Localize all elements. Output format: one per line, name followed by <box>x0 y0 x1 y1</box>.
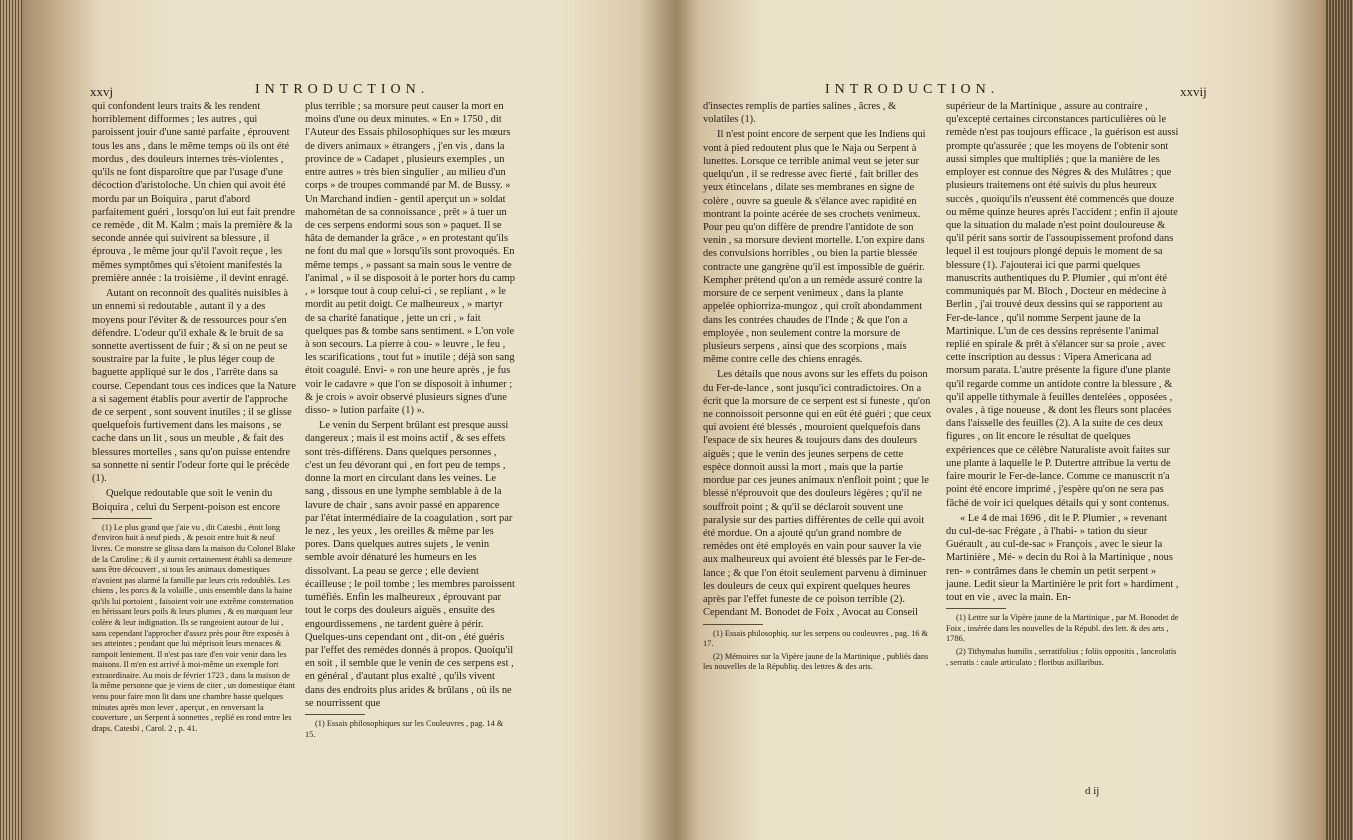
footnote: (1) Lettre sur la Vipère jaune de la Martinique , par M. Bonodet de Foix , insérée dans les nouvelles de la Républ. des lett. & des arts , 1786. <box>946 613 1179 644</box>
paragraph: « Le 4 de mai 1696 , dit le P. Plumier , » revenant du cul-de-sac Frégate , à l'habi- » tation du sieur Guérault , au cul-de-sac » François , avec le sieur la Martinière , Mé- » decin du Roi à la Martinique , nous ren- » contrâmes dans le chemin un petit serpent » jaune. Ledit sieur la Martinière le prit fort » hardiment , tout en vie , avec la main. En- <box>946 512 1179 604</box>
footnote: (1) Le plus grand que j'aie vu , dit Catesbi , étoit long d'environ huit à neuf pieds , & pesoit entre huit & neuf livres. Ce monstre se glissa dans la maison du Colonel Blake de la Caroline ; & il y auroit certainement établi sa demeure sans être découvert , si tous les animaux domestiques n'avoient pas alarmé la famille par leurs cris redoublés. Les chiens , les porcs & la volaille , unis ensemble dans la haine qu'ils lui portoient , faisoient voir une extrême consternation en hérissant leurs poils & leurs plumes , & en marquant leur colère & leur indignation. Ils se rangeoient autour de lui , sans cependant l'approcher d'assez près pour être exposés à ses atteintes ; pendant que lui méprisoit leurs menaces & rampoit lentement. Il n'est pas rare d'en voir venir dans les maisons. Il m'en est arrivé à moi-même un exemple fort extraordinaire. Au mois de février 1723 , dans la maison de la même personne que je viens de citer , un domestique étant venu pour faire mon lit dans une chambre basse quelques minutes après mon lever , aperçut , en renversant la couverture , un Serpent à sonnettes , replié en rond entre les draps. Catesbi , Carol. 2 , p. 41. <box>92 522 296 733</box>
paragraph: Les détails que nous avons sur les effets du poison du Fer-de-lance , sont jusqu'ici contradictoires. On a écrit que la morsure de ce serpent est si funeste , qu'on ne connoissoit personne qui en eût été guéri ; que ceux qui avoient été blessés , mouroient quelquefois dans l'espace de six heures & toujours dans des douleurs aiguës ; que le venin des jeunes serpens de cette espèce donnoit aussi la mort , mais que la partie mordue par ces jeunes animaux n'enfloit point ; que le blessé n'éprouvoit que des douleurs légères ; qu'il ne souffroit point ; & qu'il se déclaroit souvent une paralysie sur des parties différentes de celle qui avoit été mordue. On a ajouté qu'un grand nombre de remèdes ont été employés en vain pour sauver la vie aux malheureux qui avoient été blessés par le Fer-de-lance ; & que l'on étoit seulement parvenu à diminuer les douleurs de ceux qui expirent quelques heures après par l'effet funeste de ce poison terrible (2). Cependant M. Bonodet de Foix , Avocat au Conseil <box>703 369 932 619</box>
paragraph: Quelque redoutable que soit le venin du Boiquira , celui du Serpent-poison est encore <box>92 488 281 513</box>
paragraph: plus terrible ; sa morsure peut causer la mort en moins d'une ou deux minutes. « En » 1750 , dit l'Auteur des Essais philosophiques sur les mœurs de divers animaux » étrangers , j'en vis , dans la province de » Cadapet , plusieurs exemples , un entre autres » très bien singulier , au milieu d'un corps » de troupes commandé par M. de Bussy. » Un Marchand indien - gentil aperçut un » soldat mahométan de sa connoissance , prêt » à tuer un de ces serpens endormi sous son » paquet. Il se hâta de demander la grâce , » en protestant qu'ils ne font du mal que » lorsqu'ils sont provoqués. En même temps , » passant sa main sous le ventre de l'animal , » il se disposoit à le porter hors du camp , » lorsque tout à coup celui-ci , se repliant , » le mordit au petit doigt. Ce malheureux , » martyr de sa charité fanatique , jette un cri , » fait quelques pas & tombe sans sentiment. » L'on vole à son secours. La pierre à cou- » leuvre , le feu , les scarifications , tout fut » inutile ; déjà son sang étoit coagulé. Envi- » ron une heure après , je fus voir le cadavre » que l'on se disposoit à inhumer ; & je crois » avoir observé plusieurs signes d'une disso- » lution parfaite (1) ». <box>305 101 516 417</box>
signature-mark: d ij <box>1085 785 1100 797</box>
paragraph: supérieur de la Martinique , assure au contraire , qu'excepté certaines circonstances particulières où le remède n'est pas toujours efficace , la guérison est aussi prompte qu'assurée ; que les moyens de l'obtenir sont aussi simples que multipliés ; que la manière de les employer est connue des Nègres & des Mulâtres ; que plusieurs traitemens ont été suivis du plus heureux succès , quoiqu'ils n'eussent été commencés que douze ou même quinze heures après l'accident ; enfin il ajoute que la situation du malade n'est point douloureuse & qu'il périt sans sortir de l'assoupissement profond dans lequel il est toujours plongé depuis le moment de sa blessure (1). J'ajouterai ici que parmi quelques manuscrits authentiques du P. Plumier , qui m'ont été communiqués par M. Bloch , Docteur en médecine à Berlin , j'ai trouvé deux dessins qui se rapportent au Fer-de-lance , qu'il nomme Serpent jaune de la Martinique. L'un de ces dessins représente l'animal replié en spirale & prêt à s'élancer sur sa proie , avec cette inscription au dessus : Vipera Americana ad morsum parata. L'autre présente la figure d'une plante qu'il regarde comme un antidote contre la blessure , & qu'il appelle tithymale à feuilles dentelées , opposées , ovales , à tige noueuse , & dont les fleurs sont placées dans l'aisselle des feuilles (2). A la suite de ces deux figures , on lit encore le résultat de quelques expériences que ce célèbre Naturaliste avoit faites sur une plante à laquelle le P. Dutertre attribue la vertu de faire mourir le Fer-de-lance. Comme ce manuscrit n'a point été encore imprimé , j'espère qu'on ne sera pas fâché de voir ici quelques détails qui y sont contenus. <box>946 101 1179 509</box>
right-running-head: INTRODUCTION. <box>825 82 1000 97</box>
left-running-head: INTRODUCTION. <box>255 82 430 97</box>
right-page-edges <box>1325 0 1353 840</box>
left-page-number: xxvj <box>90 84 114 99</box>
paragraph: d'insectes remplis de parties salines , âcres , & volatiles (1). <box>703 101 897 126</box>
paragraph: Il n'est point encore de serpent que les Indiens qui vont à pied redoutent plus que le Naja ou Serpent à lunettes. Lorsque ce terrible animal veut se jeter sur quelqu'un , il se redresse avec fierté , fait briller des yeux étincelans , dilate ses membranes en signe de colère , ouvre sa gueule & s'élance avec rapidité en montrant la pointe acérée de ses crochets venimeux. Pour peu qu'on diffère de prendre l'antidote de son venin , sa morsure devient mortelle. L'on expire dans des convulsions horribles , ou bien la partie blessée contracte une gangrène qu'il est impossible de guérir. Kempher prétend qu'on a un remède assuré contre la morsure de ce serpent venimeux , dans la plante appelée ophiorriza-mungoz , qui croît abondamment dans les contrées chaudes de l'Inde ; & que l'on a employée , non seulement contre la morsure de plusieurs serpens , ainsi que des scorpions , mais même contre celle des chiens enragés. <box>703 129 926 366</box>
left-page-edges <box>0 0 22 840</box>
paragraph: Le venin du Serpent brûlant est presque aussi dangereux ; mais il est moins actif , & ses effets sont très-différens. Dans quelques personnes , c'est un feu dévorant qui , en fort peu de temps , donne la mort en circulant dans les veines. Le sang , dissous en une lymphe semblable à de la lavure de chair , sans avoir passé en apparence par l'état intermédiaire de la coagulation , sort par le nez , les yeux , les oreilles & même par les pores. Dans quelques autres sujets , le venin semble avoir dénaturé les humeurs en les dissolvant. La peau se gerce ; elle devient écailleuse ; le poil tombe ; les membres paroissent tuméfiés. Enfin les malheureux , éprouvant par tout le corps des douleurs aiguës , ensuite des engourdissemens , ne tardent guère à périr. Quelques-uns cependant ont , dit-on , été guéris par l'effet des remèdes donnés à propos. Quoiqu'il en soit , il semble que le venin de ces serpens est , en général , d'autant plus exalté , qu'ils vivent dans des endroits plus arides & brûlans , où ils ne se nourrissent que <box>305 420 515 709</box>
footnote-rule <box>92 518 152 519</box>
right-page-column-1 <box>703 100 933 675</box>
footnote-rule <box>305 714 365 715</box>
footnote: (1) Essais philosophiq. sur les serpens ou couleuvres , pag. 16 & 17. <box>703 628 929 649</box>
footnote: (2) Mémoires sur la Vipère jaune de la Martinique , publiés dans les nouvelles de la Républiq. des lettres & des arts. <box>703 651 929 672</box>
footnote: (2) Tithymalus humilis , serratifolius ; foliis oppositis , lanceolatis , serratis : caule articulato ; floribus axillaribus. <box>946 647 1177 667</box>
right-page-column-2 <box>946 100 1180 670</box>
footnote-rule <box>703 624 763 625</box>
footnote-rule <box>946 608 1006 609</box>
right-page-number: xxvij <box>1180 84 1207 99</box>
footnote: (1) Essais philosophiques sur les Couleuvres , pag. 14 & 15. <box>305 719 504 739</box>
paragraph: qui confondent leurs traits & les rendent horriblement difformes ; les autres , qui paroissent jouir d'une santé parfaite , éprouvent tous les ans , dans le même temps où ils ont été mordus , des douleurs internes très-violentes , qu'ils ne font disparoître que par l'usage d'une décoction d'aristoloche. Un chien qui avoit été mordu par un Boiquira , parut d'abord parfaitement guéri , lorsqu'on lui eut fait prendre ce remède , dit M. Kalm ; mais la première & la seconde année qui suivirent sa blessure , il éprouva , le même jour qu'il l'avoit reçue , les mêmes symptômes qui s'étoient manifestés la première année : la troisième , il devint enragé. <box>92 101 296 284</box>
left-page-column-1 <box>92 100 297 736</box>
paragraph: Autant on reconnoît des qualités nuisibles à un ennemi si redoutable , autant il y a des moyens pour l'éviter & de ressources pour s'en défendre. L'odeur qu'il exhale & le bruit de sa sonnette avertissent de fuir ; & si on ne peut se soustraire par la fuite , le plus léger coup de baguette appliqué sur le dos , l'arrête dans sa course. Cependant tous ces indices que la Nature a si sagement établis pour avertir de l'approche de ce serpent , sont souvent inutiles ; il se glisse quelquefois furtivement dans les maisons , se cache dans un lit , sous un meuble , & fait des blessures mortelles , sans qu'on puisse entendre sa sonnette ni sentir l'odeur forte qui le précède (1). <box>92 288 297 485</box>
left-page-column-2 <box>305 100 515 742</box>
